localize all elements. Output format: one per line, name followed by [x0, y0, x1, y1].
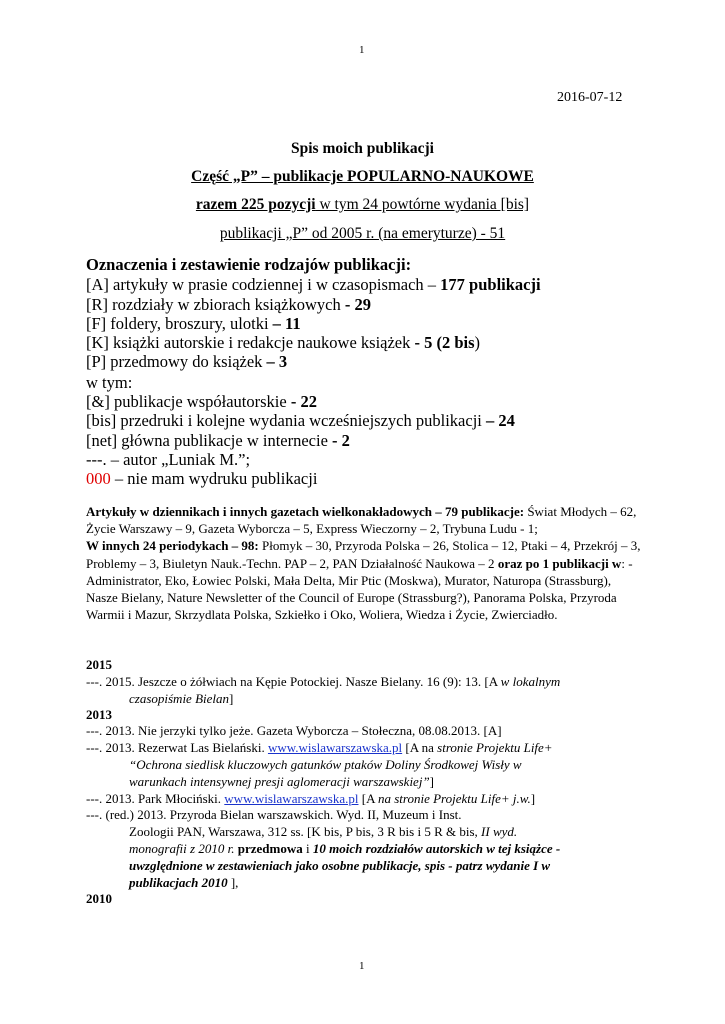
legend-f-count: – 11	[272, 314, 301, 333]
legend-bis-count: – 24	[486, 411, 515, 430]
legend-f	[86, 314, 301, 334]
legend-p	[86, 352, 287, 372]
ref-2015-1-italic: w lokalnym	[500, 674, 561, 689]
legend-r	[86, 295, 371, 315]
ref-2013-4-cont2	[86, 840, 560, 857]
ref-2013-1: ---. 2013. Nie jerzyki tylko jeże. Gazeta Wyborcza – Stołeczna, 08.08.2013. [A]	[86, 723, 502, 738]
ref-2013-3-italic: na stronie Projektu Life+ j.w.	[377, 791, 531, 806]
ref-2013-4-bold1: przedmowa	[234, 841, 303, 856]
legend-net	[86, 431, 350, 451]
summary-paragraph	[86, 503, 646, 623]
legend-k-end: )	[474, 333, 481, 352]
legend-net-text: [net] główna publikacje w internecie	[86, 431, 333, 450]
ref-2013-4-end: ],	[227, 875, 239, 890]
ref-2013-4-cont4	[86, 874, 238, 891]
legend-net-count: - 2	[332, 431, 350, 450]
legend-a-count: 177 publikacji	[440, 275, 541, 294]
part-heading: Część „P” – publikacje POPULARNO-NAUKOWE	[191, 168, 534, 185]
ref-2013-4-and: i	[302, 841, 313, 856]
ref-2013-3-text: ---. 2013. Park Młociński.	[86, 791, 225, 806]
since-line: publikacji „P” od 2005 r. (na emeryturze) - 51	[219, 225, 506, 242]
ref-2015-1	[86, 673, 560, 690]
legend-bis	[86, 411, 515, 431]
ref-2013-4-bold2: 10 moich rozdziałów autorskich w tej książce -	[312, 841, 561, 856]
total-rest: w tym 24 powtórne wydania [bis]	[315, 196, 530, 213]
ref-2015-1-italic2: czasopiśmie Bielan	[129, 691, 230, 706]
summary-periodicals-text: Płomyk – 30, Przyroda Polska – 26, Stolica – 12, Ptaki – 4, Przekrój – 3, Problemy – 3, Biuletyn Nauk.-Techn. PAP – 2, PAN Działalność Naukowa – 2	[86, 538, 641, 571]
legend-p-count: – 3	[266, 352, 288, 371]
ref-2013-4-bold3: publikacjach 2010	[129, 875, 228, 890]
page-number-top: 1	[359, 44, 365, 56]
ref-2013-4-italic: II wyd.	[481, 824, 518, 839]
total-line	[0, 196, 725, 214]
summary-newspapers-label: Artykuły w dziennikach i innych gazetach wielkonakładowych – 79 publikacje:	[86, 504, 528, 519]
total-count: razem 225 pozycji	[195, 196, 316, 213]
ref-2013-3-mid: [A	[358, 791, 378, 806]
legend-amp-text: [&] publikacje współautorskie	[86, 392, 291, 411]
ref-2013-2-italic2: warunkach intensywnej presji aglomeracji warszawskiej”	[129, 774, 430, 789]
legend-p-text: [P] przedmowy do książek	[86, 352, 267, 371]
ref-2013-4-cont1	[86, 823, 517, 840]
ref-2015-1-end: ]	[229, 691, 234, 706]
legend-f-text: [F] foldery, broszury, ulotki	[86, 314, 273, 333]
legend-k-text: [K] książki autorskie i redakcje naukowe książek	[86, 333, 415, 352]
summary-periodicals-label2: oraz po 1 publikacji w	[497, 555, 622, 571]
year-2015: 2015	[86, 657, 112, 672]
ref-2013-2-link[interactable]: www.wislawarszawska.pl	[267, 740, 403, 755]
ref-2013-3-end: ]	[530, 791, 536, 806]
legend-heading: Oznaczenia i zestawienie rodzajów publikacji:	[86, 255, 412, 274]
ref-2013-4-italic2: monografii z 2010 r.	[129, 841, 235, 856]
ref-2013-2-italic: stronie Projektu Life+	[437, 740, 553, 755]
legend-r-text: [R] rozdziały w zbiorach książkowych	[86, 295, 345, 314]
legend-a	[86, 275, 541, 295]
legend-a-text: [A] artykuły w prasie codziennej i w czasopismach –	[86, 275, 441, 294]
legend-amp-count: - 22	[290, 392, 317, 411]
summary-periodicals-list: : - Administrator, Eko, Łowiec Polski, Mała Delta, Mir Ptic (Moskwa), Murator, Naturopa (Strassburg), Nasze Bielany, Nature Newsletter of the Council of Europe (Strassburg?), Panorama Polska, Przyroda Warmii i Mazur, Skrzydlata Polska, Szkiełko i Oko, Woliera, Wiedza i Życie, Zwierciadło.	[86, 555, 633, 623]
legend-r-count: - 29	[344, 295, 371, 314]
year-2013: 2013	[86, 707, 112, 722]
ref-2013-2-cont1: “Ochrona siedlisk kluczowych gatunków ptaków Doliny Środkowej Wisły w	[129, 757, 522, 772]
document-title: Spis moich publikacji	[291, 140, 434, 157]
ref-2013-2-cont2	[86, 773, 434, 790]
ref-2013-4-cont3: uwzględnione w zestawieniach jako osobne publikacje, spis - patrz wydanie I w	[129, 858, 551, 873]
ref-2013-2-end: ]	[429, 774, 435, 789]
year-2010: 2010	[86, 891, 112, 906]
legend-amp	[86, 392, 317, 412]
legend-autor: ---. – autor „Luniak M.”;	[86, 450, 251, 469]
ref-2015-1-text: ---. 2015. Jeszcze o żółwiach na Kępie Potockiej. Nasze Bielany. 16 (9): 13. [A	[86, 674, 501, 689]
page-number-bottom: 1	[359, 960, 365, 972]
legend-nocopy	[86, 469, 317, 489]
legend-red-code: 000	[86, 469, 111, 488]
ref-2013-2-mid: [A na	[402, 740, 438, 755]
legend-wtym: w tym:	[86, 373, 133, 392]
legend-k-count: - 5 (2 bis	[414, 333, 475, 352]
document-date: 2016-07-12	[557, 90, 623, 105]
ref-2015-1-cont	[86, 690, 233, 707]
ref-2013-2	[86, 739, 553, 756]
ref-2013-4-text: Zoologii PAN, Warszawa, 312 ss. [K bis, P bis, 3 R bis i 5 R & bis,	[129, 824, 482, 839]
summary-periodicals-label: W innych 24 periodykach – 98:	[86, 538, 263, 554]
legend-red-text: – nie mam wydruku publikacji	[110, 469, 318, 488]
legend-k	[86, 333, 480, 353]
ref-2013-3	[86, 790, 535, 807]
ref-2013-4: ---. (red.) 2013. Przyroda Bielan warszawskich. Wyd. II, Muzeum i Inst.	[86, 807, 462, 822]
legend-bis-text: [bis] przedruki i kolejne wydania wcześniejszych publikacji	[86, 411, 486, 430]
ref-2013-2-text: ---. 2013. Rezerwat Las Bielański.	[86, 740, 268, 755]
ref-2013-3-link[interactable]: www.wislawarszawska.pl	[224, 791, 359, 806]
summary-newspapers-text: Świat Młodych – 62, Życie Warszawy – 9, Gazeta Wyborcza – 5, Express Wieczorny – 2, Trybuna Ludu - 1;	[86, 504, 637, 537]
